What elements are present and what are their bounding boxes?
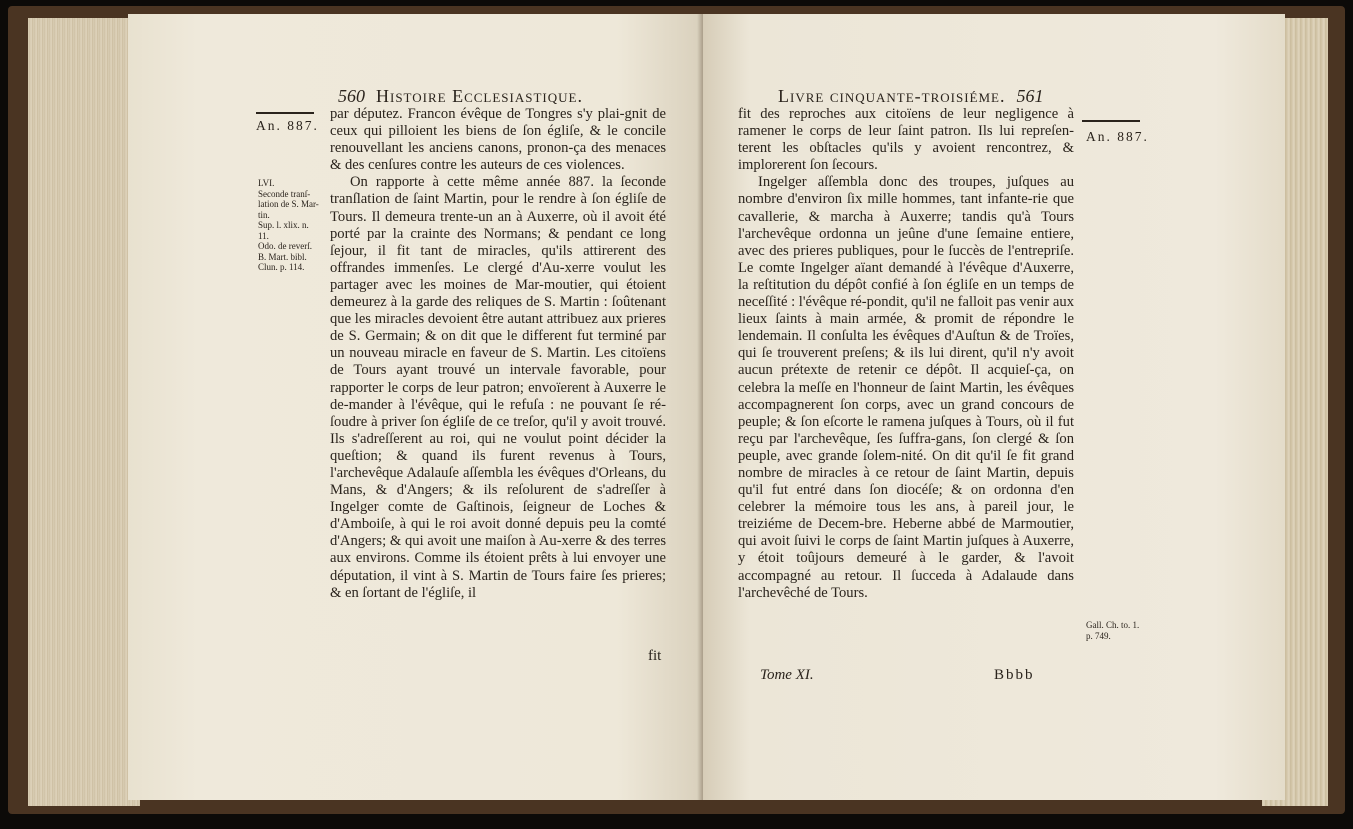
left-running-head	[338, 86, 583, 107]
left-page-number: 560	[338, 86, 365, 106]
left-body-text	[330, 106, 666, 602]
left-margin-note: LVI. Seconde tranſ- lation de S. Mar- tin. Sup. l. xlix. n. 11. Odo. de reverſ. B. Mart. bibl. Clun. p. 114.	[258, 178, 319, 272]
right-paragraph-1: fit des reproches aux citoïens de leur negligence à ramener le corps de leur ſaint patron. Ils lui repreſen-terent les obſtacles qu'ils y avoient rencontrez, & implorerent ſon ſecours.	[738, 106, 1074, 174]
right-side-citation: Gall. Ch. to. 1. p. 749.	[1086, 620, 1140, 641]
right-page-number: 561	[1016, 86, 1044, 106]
left-page-edges	[28, 18, 140, 806]
right-running-head	[778, 86, 1043, 107]
left-head-title: Histoire Ecclesiastique.	[376, 86, 583, 106]
left-margin-year: An. 887.	[256, 118, 319, 133]
footer-signature: Bbbb	[994, 667, 1035, 683]
footer-volume: Tome XI.	[760, 667, 814, 683]
left-margin-rule	[256, 112, 314, 114]
right-body-text	[738, 106, 1074, 602]
left-paragraph-2: On rapporte à cette même année 887. la ſeconde tranſlation de ſaint Martin, pour le rendre à ſon égliſe de Tours. Il demeura trente-un an à Auxerre, où il avoit été porté par la crainte des Normans; & pendant ce long ſejour, il fit tant de miracles, qu'ils attirerent des offrandes immenſes. Le clergé d'Au-xerre voulut les partager avec les moines de Mar-moutier, qui étoient demeurez à la garde des reliques de S. Martin : ſoûtenant que les miracles devoient être autant attribuez aux prieres de S. Germain; & on dit que le different fut terminé par un nouveau miracle en faveur de S. Martin. Les citoïens de Tours ayant trouvé un intervale favorable, pour rapporter le corps de leur patron; envoïerent à Auxerre le de-mander à l'évêque, qui le refuſa : ne pouvant ſe ré-ſoudre à priver ſon égliſe de ce treſor, qu'il y avoit trouvé. Ils s'adreſſerent au roi, qui ne voulut point décider la queſtion; & quand ils furent revenus à Tours, l'archevêque Adalauſe aſſembla les évêques d'Orleans, du Mans, & d'Angers; & ils reſolurent de s'adreſſer à Ingelger comte de Gaſtinois, ſeigneur de Loches & d'Amboiſe, à qui le roi avoit donné depuis peu la comté d'Angers; & qui avoit une maiſon à Au-xerre & des terres aux environs. Comme ils étoient prêts à lui envoyer une députation, il vint à S. Martin de Tours faire ſes prieres; & en ſortant de l'égliſe, il	[330, 174, 666, 601]
left-catchword: fit	[648, 648, 662, 664]
left-paragraph-1: par députez. Francon évêque de Tongres s'y plai-gnit de ceux qui pilloient les biens de ſon égliſe, & le concile renouvellant les anciens canons, pronon-ça des menaces & des cenſures contre les auteurs de ces violences.	[330, 106, 666, 174]
right-margin-rule	[1082, 120, 1140, 122]
right-head-title: Livre cinquante-troisiéme.	[778, 86, 1006, 106]
right-paragraph-2: Ingelger aſſembla donc des troupes, juſques au nombre d'environ ſix mille hommes, tant infante-rie que cavallerie, & marcha à Auxerre; tandis qu'à Tours l'archevêque ordonna un jeûne d'une ſemaine entiere, avec des prieres publiques, pour le ſuccès de l'entrepriſe. Le comte Ingelger aïant demandé à l'évêque d'Auxerre, la reſtitution du dépôt confié à ſon égliſe en un temps de neceſſité : l'évêque ré-pondit, qu'il ne falloit pas venir aux lieux ſaints à main armée, & promit de répondre le lendemain. Il conſulta les évêques d'Auſtun & de Troïes, qui ſe trouverent preſens; & ils lui dirent, qu'il n'y avoit aucun prétexte de retenir ce dépôt. Il acquieſ-ça, on celebra la meſſe en l'honneur de ſaint Martin, les évêques accompagnerent ſon corps, avec un grand concours de peuple; & ſon eſcorte le ramena juſques à Tours, où il fut reçu par l'archevêque, ſes ſuffra-gans, ſon clergé & ſon peuple, avec grande ſolem-nité. On dit qu'il ſe fit grand nombre de miracles à ce retour de ſaint Martin, depuis qu'il fut entré dans ſon diocéſe; & on ordonna d'en celebrer la mémoire tous les ans, à pareil jour, le treiziéme de Decem-bre. Heberne abbé de Marmoutier, qui avoit ſuivi le corps de ſaint Martin juſques à Auxerre, y étoit toûjours demeuré à le garder, & l'avoit accompagné au retour. Il ſucceda à Adalaude dans l'archevêché de Tours.	[738, 174, 1074, 601]
right-margin-year: An. 887.	[1086, 129, 1149, 144]
